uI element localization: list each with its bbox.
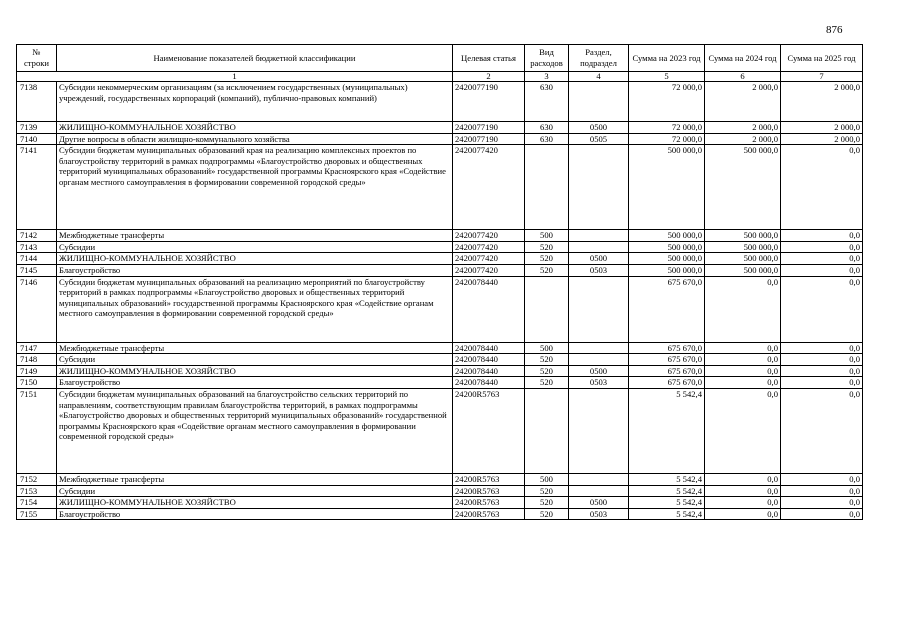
indicator-name: ЖИЛИЩНО-КОММУНАЛЬНОЕ ХОЗЯЙСТВО [57, 497, 453, 509]
row-number: 7154 [17, 497, 57, 509]
sum-2023: 5 542,4 [629, 508, 705, 520]
table-row [17, 508, 863, 520]
column-number: 7 [781, 72, 863, 82]
target-article: 2420077420 [453, 264, 525, 276]
sum-2025: 0,0 [781, 354, 863, 366]
sum-2024: 0,0 [705, 508, 781, 520]
sum-2024: 0,0 [705, 485, 781, 497]
section-code [569, 276, 629, 342]
sum-2024: 0,0 [705, 473, 781, 485]
sum-2023: 72 000,0 [629, 133, 705, 145]
sum-2023: 675 670,0 [629, 377, 705, 389]
table-row [17, 354, 863, 366]
section-code: 0503 [569, 264, 629, 276]
sum-2025: 0,0 [781, 377, 863, 389]
header-sum-2024: Сумма на 2024 год [705, 45, 781, 72]
target-article: 2420077420 [453, 253, 525, 265]
section-code: 0500 [569, 122, 629, 134]
target-article: 24200R5763 [453, 473, 525, 485]
row-number: 7141 [17, 145, 57, 230]
budget-table [16, 44, 863, 520]
sum-2024: 0,0 [705, 497, 781, 509]
expense-type: 520 [525, 241, 569, 253]
sum-2024: 500 000,0 [705, 230, 781, 242]
indicator-name: Межбюджетные трансферты [57, 473, 453, 485]
indicator-name: ЖИЛИЩНО-КОММУНАЛЬНОЕ ХОЗЯЙСТВО [57, 122, 453, 134]
sum-2025: 2 000,0 [781, 122, 863, 134]
expense-type [525, 388, 569, 473]
table-row [17, 497, 863, 509]
target-article: 2420078440 [453, 377, 525, 389]
column-number: 1 [17, 72, 453, 82]
header-target: Целевая статья [453, 45, 525, 72]
sum-2025: 0,0 [781, 241, 863, 253]
section-code [569, 342, 629, 354]
column-number: 3 [525, 72, 569, 82]
sum-2025: 0,0 [781, 365, 863, 377]
column-number: 4 [569, 72, 629, 82]
section-code [569, 388, 629, 473]
row-number: 7148 [17, 354, 57, 366]
section-code: 0503 [569, 377, 629, 389]
sum-2025: 0,0 [781, 253, 863, 265]
section-code: 0503 [569, 508, 629, 520]
row-number: 7146 [17, 276, 57, 342]
row-number: 7155 [17, 508, 57, 520]
header-sum-2025: Сумма на 2025 год [781, 45, 863, 72]
indicator-name: Субсидии бюджетам муниципальных образований на реализацию мероприятий по благоустройству территорий в рамках подпрограммы «Благоустройство дворовых и общественных территорий муниципальных образований» государственной программы Красноярского края «Содействие органам местного самоуправления в формировании современной городской среды» [57, 276, 453, 342]
table-row [17, 230, 863, 242]
sum-2025: 0,0 [781, 473, 863, 485]
indicator-name: Субсидии [57, 485, 453, 497]
indicator-name: ЖИЛИЩНО-КОММУНАЛЬНОЕ ХОЗЯЙСТВО [57, 365, 453, 377]
header-sum-2023: Сумма на 2023 год [629, 45, 705, 72]
column-number: 6 [705, 72, 781, 82]
target-article: 2420078440 [453, 276, 525, 342]
sum-2023: 675 670,0 [629, 342, 705, 354]
sum-2024: 0,0 [705, 342, 781, 354]
column-number: 2 [453, 72, 525, 82]
indicator-name: Субсидии некоммерческим организациям (за исключением государственных (муниципальных) учреждений, государственных корпораций (компаний), публично-правовых компаний) [57, 82, 453, 122]
sum-2025: 0,0 [781, 145, 863, 230]
row-number: 7151 [17, 388, 57, 473]
sum-2024: 0,0 [705, 365, 781, 377]
section-code [569, 473, 629, 485]
expense-type: 520 [525, 508, 569, 520]
table-row [17, 145, 863, 230]
table-row [17, 241, 863, 253]
row-number: 7138 [17, 82, 57, 122]
expense-type: 630 [525, 133, 569, 145]
row-number: 7145 [17, 264, 57, 276]
table-body [17, 82, 863, 520]
sum-2025: 0,0 [781, 508, 863, 520]
section-code [569, 241, 629, 253]
sum-2023: 500 000,0 [629, 230, 705, 242]
sum-2023: 675 670,0 [629, 354, 705, 366]
table-row [17, 253, 863, 265]
sum-2023: 500 000,0 [629, 145, 705, 230]
column-number-row [17, 72, 863, 82]
sum-2023: 72 000,0 [629, 122, 705, 134]
column-number: 5 [629, 72, 705, 82]
expense-type: 500 [525, 473, 569, 485]
table-row [17, 377, 863, 389]
section-code [569, 485, 629, 497]
sum-2024: 0,0 [705, 377, 781, 389]
target-article: 2420078440 [453, 342, 525, 354]
page-number: 876 [826, 24, 843, 36]
header-row-number: № строки [17, 45, 57, 72]
table-row [17, 264, 863, 276]
indicator-name: Субсидии бюджетам муниципальных образований на благоустройство сельских территорий по направлениям, соответствующим правилам благоустройства территорий, в рамках подпрограммы «Благоустройство дворовых и общественных территорий муниципальных образований» государственной программы Красноярского края «Содействие органам местного самоуправления в формировании современной городской среды» [57, 388, 453, 473]
indicator-name: Субсидии бюджетам муниципальных образований края на реализацию комплексных проектов по благоустройству территорий в рамках подпрограммы «Благоустройство дворовых и общественных территорий муниципальных образований» государственной программы Красноярского края «Содействие органам местного самоуправления в формировании современной городской среды» [57, 145, 453, 230]
sum-2024: 2 000,0 [705, 133, 781, 145]
sum-2025: 0,0 [781, 388, 863, 473]
section-code [569, 145, 629, 230]
expense-type: 500 [525, 342, 569, 354]
target-article: 2420077190 [453, 82, 525, 122]
target-article: 2420078440 [453, 354, 525, 366]
sum-2025: 2 000,0 [781, 133, 863, 145]
header-expense-type: Вид расходов [525, 45, 569, 72]
section-code: 0505 [569, 133, 629, 145]
sum-2024: 500 000,0 [705, 253, 781, 265]
sum-2024: 0,0 [705, 276, 781, 342]
table-row [17, 473, 863, 485]
sum-2023: 500 000,0 [629, 241, 705, 253]
expense-type: 520 [525, 365, 569, 377]
sum-2024: 500 000,0 [705, 264, 781, 276]
indicator-name: Межбюджетные трансферты [57, 342, 453, 354]
section-code: 0500 [569, 497, 629, 509]
section-code [569, 230, 629, 242]
expense-type: 520 [525, 485, 569, 497]
indicator-name: Другие вопросы в области жилищно-коммунального хозяйства [57, 133, 453, 145]
target-article: 2420078440 [453, 365, 525, 377]
sum-2024: 0,0 [705, 354, 781, 366]
sum-2025: 0,0 [781, 264, 863, 276]
expense-type: 630 [525, 122, 569, 134]
table-header [17, 45, 863, 82]
target-article: 24200R5763 [453, 508, 525, 520]
expense-type: 520 [525, 253, 569, 265]
indicator-name: Субсидии [57, 354, 453, 366]
indicator-name: Благоустройство [57, 264, 453, 276]
sum-2023: 5 542,4 [629, 473, 705, 485]
section-code: 0500 [569, 253, 629, 265]
section-code [569, 82, 629, 122]
sum-2023: 500 000,0 [629, 253, 705, 265]
table-row [17, 133, 863, 145]
expense-type [525, 145, 569, 230]
sum-2025: 0,0 [781, 342, 863, 354]
sum-2023: 5 542,4 [629, 497, 705, 509]
sum-2023: 675 670,0 [629, 365, 705, 377]
target-article: 2420077420 [453, 230, 525, 242]
sum-2025: 0,0 [781, 497, 863, 509]
target-article: 24200R5763 [453, 388, 525, 473]
sum-2024: 500 000,0 [705, 145, 781, 230]
sum-2023: 5 542,4 [629, 485, 705, 497]
sum-2025: 2 000,0 [781, 82, 863, 122]
expense-type: 520 [525, 377, 569, 389]
target-article: 2420077190 [453, 133, 525, 145]
sum-2024: 0,0 [705, 388, 781, 473]
table-row [17, 485, 863, 497]
sum-2024: 2 000,0 [705, 122, 781, 134]
table-row [17, 342, 863, 354]
sum-2023: 5 542,4 [629, 388, 705, 473]
sum-2025: 0,0 [781, 276, 863, 342]
table-row [17, 82, 863, 122]
expense-type: 520 [525, 497, 569, 509]
row-number: 7152 [17, 473, 57, 485]
sum-2025: 0,0 [781, 230, 863, 242]
target-article: 24200R5763 [453, 497, 525, 509]
sum-2024: 500 000,0 [705, 241, 781, 253]
header-section: Раздел, подраздел [569, 45, 629, 72]
indicator-name: Субсидии [57, 241, 453, 253]
row-number: 7153 [17, 485, 57, 497]
sum-2024: 2 000,0 [705, 82, 781, 122]
sum-2023: 500 000,0 [629, 264, 705, 276]
expense-type [525, 276, 569, 342]
row-number: 7144 [17, 253, 57, 265]
sum-2025: 0,0 [781, 485, 863, 497]
target-article: 2420077190 [453, 122, 525, 134]
row-number: 7139 [17, 122, 57, 134]
table-row [17, 365, 863, 377]
row-number: 7140 [17, 133, 57, 145]
sum-2023: 72 000,0 [629, 82, 705, 122]
table-row [17, 276, 863, 342]
indicator-name: Межбюджетные трансферты [57, 230, 453, 242]
expense-type: 500 [525, 230, 569, 242]
section-code: 0500 [569, 365, 629, 377]
expense-type: 630 [525, 82, 569, 122]
header-name: Наименование показателей бюджетной классификации [57, 45, 453, 72]
indicator-name: ЖИЛИЩНО-КОММУНАЛЬНОЕ ХОЗЯЙСТВО [57, 253, 453, 265]
target-article: 2420077420 [453, 145, 525, 230]
row-number: 7150 [17, 377, 57, 389]
expense-type: 520 [525, 264, 569, 276]
target-article: 24200R5763 [453, 485, 525, 497]
row-number: 7149 [17, 365, 57, 377]
indicator-name: Благоустройство [57, 508, 453, 520]
indicator-name: Благоустройство [57, 377, 453, 389]
section-code [569, 354, 629, 366]
target-article: 2420077420 [453, 241, 525, 253]
table-row [17, 388, 863, 473]
row-number: 7142 [17, 230, 57, 242]
table-row [17, 122, 863, 134]
row-number: 7147 [17, 342, 57, 354]
expense-type: 520 [525, 354, 569, 366]
row-number: 7143 [17, 241, 57, 253]
sum-2023: 675 670,0 [629, 276, 705, 342]
